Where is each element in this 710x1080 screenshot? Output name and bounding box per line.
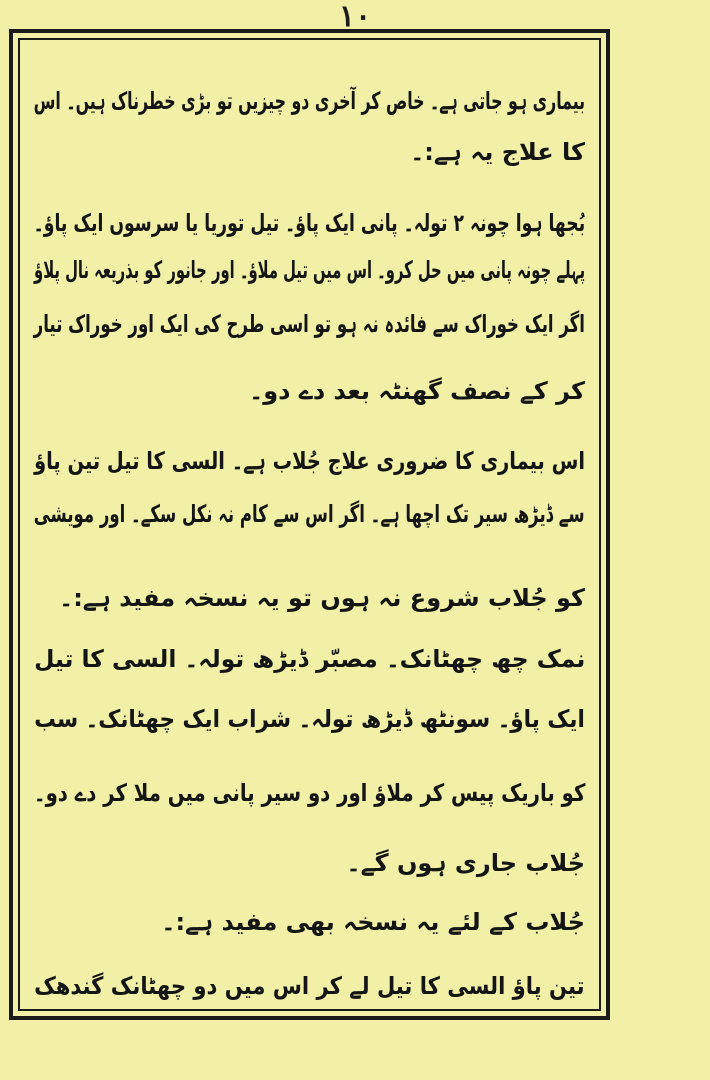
text-line-12: کو باریک پیس کر ملاؤ اور دو سیر پانی میں ملا کر دے دو۔	[33, 779, 585, 807]
text-line-2: کا علاج یہ ہے:۔	[410, 138, 585, 166]
text-line-1: بیماری ہو جاتی ہے۔ خاص کر آخری دو چیزیں تو بڑی خطرناک ہیں۔ اس	[33, 87, 585, 115]
text-line-14: جُلاب کے لئے یہ نسخہ بھی مفید ہے:۔	[161, 908, 585, 936]
text-line-13: جُلاب جاری ہوں گے۔	[346, 849, 585, 877]
page-number: ۱۰	[338, 0, 372, 34]
text-line-8: سے ڈیڑھ سیر تک اچھا ہے۔ اگر اس سے کام نہ نکل سکے۔ اور مویشی	[34, 500, 585, 528]
text-line-3: بُجھا ہوا چونہ ۲ تولہ۔ پانی ایک پاؤ۔ تیل توریا یا سرسوں ایک پاؤ۔	[33, 209, 585, 237]
text-line-9: کو جُلاب شروع نہ ہوں تو یہ نسخہ مفید ہے:۔	[59, 584, 585, 612]
text-line-5: اگر ایک خوراک سے فائدہ نہ ہو تو اسی طرح کی ایک اور خوراک تیار	[33, 310, 585, 338]
text-line-7: اس بیماری کا ضروری علاج جُلاب ہے۔ السی کا تیل تین پاؤ	[34, 447, 585, 475]
text-line-15: تین پاؤ السی کا تیل لے کر اس میں دو چھٹانک گندھک	[34, 972, 585, 1000]
text-line-11: ایک پاؤ۔ سونٹھ ڈیڑھ تولہ۔ شراب ایک چھٹانک۔ سب	[34, 705, 585, 733]
text-line-6: کر کے نصف گھنٹہ بعد دے دو۔	[249, 377, 585, 405]
text-line-4: پہلے چونہ پانی میں حل کرو۔ اس میں تیل ملاؤ۔ اور جانور کو بذریعہ نال پلاؤ	[33, 256, 585, 284]
text-line-10: نمک چھ چھٹانک۔ مصبّر ڈیڑھ تولہ۔ السی کا تیل	[33, 645, 585, 673]
